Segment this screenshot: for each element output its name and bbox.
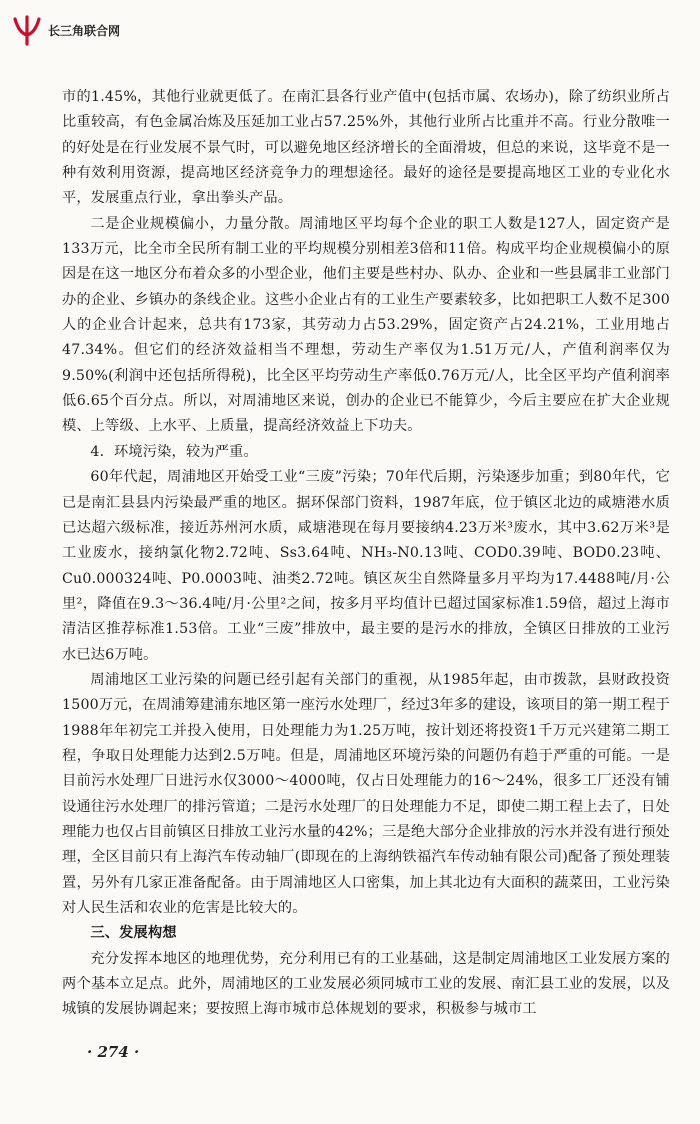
paragraph-industry-dispersion: 市的1.45%，其他行业就更低了。在南汇县各行业产值中(包括市属、农场办)，除了纺织业所占比重较高，有色金属冶炼及压延加工业占57.25%外，其他行业所占比重并不高。行业分散唯一的好处是在行业发展不景气时，可以避免地区经济增长的全面滑坡，但总的来说，这毕竟不是一种有效利用资源，提高地区经济竞争力的理想途径。最好的途径是要提高地区工业的专业化水平，发展重点行业，拿出拳头产品。 [62, 89, 670, 207]
paragraph-enterprise-scale: 二是企业规模偏小，力量分散。周浦地区平均每个企业的职工人数是127人，固定资产是133万元，比全市全民所有制工业的平均规模分别相差3倍和11倍。构成平均企业规模偏小的原因是在这一地区分布着众多的小型企业，他们主要是些村办、队办、企业和一些县属非工业部门办的企业、乡镇办的条线企业。这些小企业占有的工业生产要素较多，比如把职工人数不足300人的企业合计起来，总共有173家，其劳动力占53.29%，固定资产占24.21%，工业用地占47.34%。但它们的经济效益相当不理想，劳动生产率仅为1.51万元/人，产值利润率仅为9.50%(利润中还包括所得税)，比全区平均劳动生产率低0.76万元/人，比全区平均产值利润率低6.65个百分点。所以，对周浦地区来说，创办的企业已不能算少，今后主要应在扩大企业规模、上等级、上水平、上质量，提高经济效益上下功夫。 [62, 215, 670, 435]
section-heading: 三、发展构想 [90, 925, 177, 942]
page-number: · 274 · [87, 1043, 140, 1061]
paragraph-development-plan: 充分发挥本地区的地理优势，充分利用已有的工业基础，这是制定周浦地区工业发展方案的两个基本立足点。此外，周浦地区的工业发展必须同城市工业的发展、南汇县工业的发展，以及城镇的发展协调起来；要按照上海市城市总体规划的要求，积极参与城市工 [62, 950, 670, 1018]
paragraph-pollution-history: 60年代起，周浦地区开始受工业“三废”污染；70年代后期，污染逐步加重；到80年代，它已是南汇县县内污染最严重的地区。据环保部门资料，1987年底，位于镇区北边的咸塘港水质已达超六级标准，接近苏州河水质，咸塘港现在每月要接纳4.23万米³废水，其中3.62万米³是工业废水，接纳氯化物2.72吨、Ss3.64吨、NH₃-N0.13吨、COD0.39吨、BOD0.23吨、Cu0.000324吨、P0.0003吨、油类2.72吨。镇区灰尘自然降量多月平均为17.4488吨/月·公里²，降值在9.3～36.4吨/月·公里²之间，按多月平均值计已超过国家标准1.59倍，超过上海市清洁区推荐标准1.53倍。工业“三废”排放中，最主要的是污水的排放，全镇区日排放的工业污水已达6万吨。 [62, 469, 670, 663]
site-logo-icon [10, 13, 44, 47]
site-name: 长三角联合网 [48, 23, 121, 38]
paragraph-environment-heading: 4．环境污染，较为严重。 [90, 443, 258, 460]
page-body [62, 85, 670, 1023]
paragraph-pollution-treatment: 周浦地区工业污染的问题已经引起有关部门的重视，从1985年起，由市拨款，县财政投资1500万元，在周浦筹建浦东地区第一座污水处理厂，经过3年多的建设，该项目的第一期工程于1988年年初完工并投入使用，日处理能力为1.25万吨，按计划还将投资1千万元兴建第二期工程，争取日处理能力达到2.5万吨。但是，周浦地区环境污染的问题仍有趋于严重的可能。一是目前污水处理厂日进污水仅3000～4000吨，仅占日处理能力的16～24%，很多工厂还没有铺设通往污水处理厂的排污管道；二是污水处理厂的日处理能力不足，即使二期工程上去了，日处理能力也仅占目前镇区日排放工业污水量的42%；三是绝大部分企业排放的污水并没有进行预处理，全区目前只有上海汽车传动轴厂(即现在的上海纳铁福汽车传动轴有限公司)配备了预处理装置，另外有几家正准备配备。由于周浦地区人口密集，加上其北边有大面积的蔬菜田，工业污染对人民生活和农业的危害是比较大的。 [62, 671, 670, 916]
page-header [10, 10, 120, 50]
